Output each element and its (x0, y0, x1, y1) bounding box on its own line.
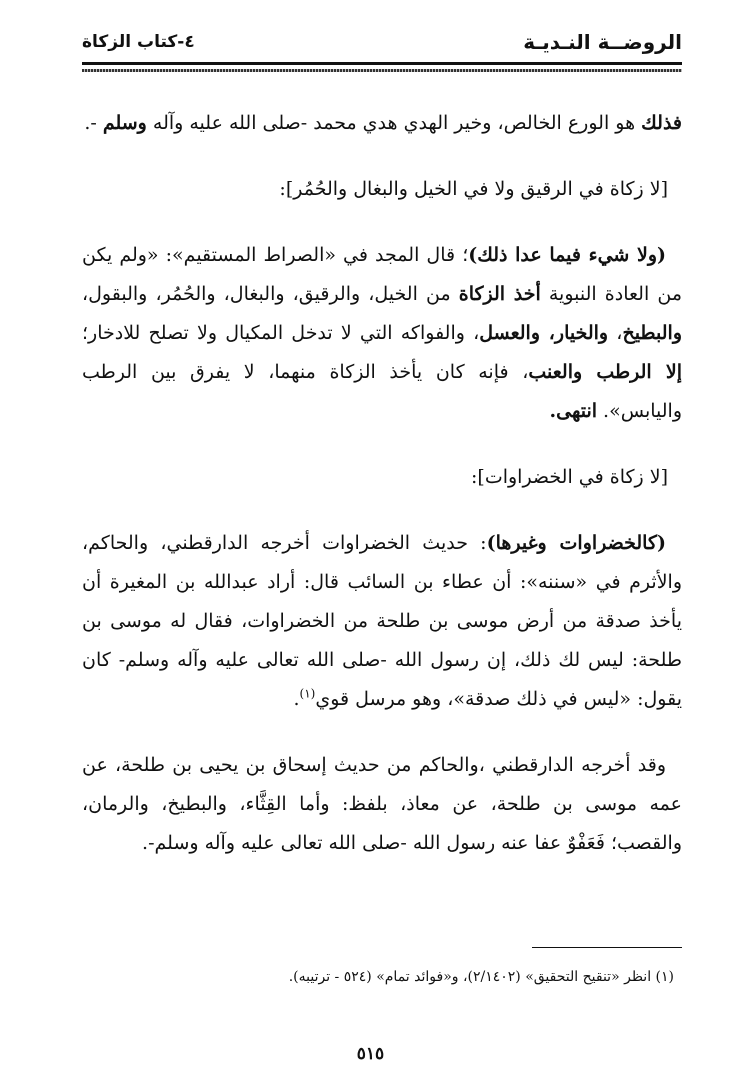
footnote: (١) انظر «تنقيح التحقيق» (٢/١٤٠٢)، و«فوائد تمام» (٥٢٤ - ترتيبه). (288, 969, 674, 985)
chapter-title: ٤-كتاب الزكاة (82, 32, 195, 52)
body-text: ؛ قال المجد في «الصراط المستقيم»: «ولم يكن من العادة النبوية (82, 244, 682, 305)
paragraph-2 (82, 236, 682, 431)
book-title: الروضــة النـديـة (523, 30, 682, 54)
bold-text: أخذ الزكاة (458, 283, 541, 305)
bold-text: فذلك (641, 112, 682, 134)
paragraph-1 (82, 104, 682, 143)
section-heading-1: [لا زكاة في الرقيق ولا في الخيل والبغال والحُمُر]: (279, 178, 668, 200)
body-text: -. (84, 112, 103, 134)
bold-text: والخيار، والعسل (479, 322, 609, 344)
bold-text: وسلم (102, 112, 147, 134)
footnote-separator (532, 947, 682, 948)
header-rule (82, 62, 682, 65)
body-text: ، (608, 322, 623, 344)
paragraph-3 (82, 524, 682, 719)
paragraph-4: وقد أخرجه الدارقطني ،والحاكم من حديث إسحاق بن يحيى بن طلحة، عن عمه موسى بن طلحة، عن معاذ، بلفظ: وأما القِثَّاء، والبطيخ، والرمان، والقصب؛ فَعَفْوٌ عفا عنه رسول الله -صلى الله تعالى عليه وآله وسلم-. (82, 754, 682, 854)
body-text: : حديث الخضراوات أخرجه الدارقطني، والحاكم، والأثرم في «سننه»: أن عطاء بن السائب قال: أراد عبدالله بن المغيرة أن يأخذ صدقة من أرض موسى بن طلحة من الخضراوات، فقال له موسى بن طلحة: ليس لك ذلك، إن رسول الله -صلى الله تعالى عليه وآله وسلم- كان يقول: «ليس في ذلك صدقة»، وهو مرسل قوي (82, 532, 682, 710)
body-text: من الخيل، والرقيق، والبغال، والحُمُر، والبقول، (82, 283, 459, 305)
body-text: . (293, 688, 300, 710)
footnote-ref[interactable]: (١) (299, 686, 316, 701)
header-rule-dotted (82, 69, 682, 72)
bold-text: والبطيخ (622, 322, 682, 344)
running-header (82, 26, 682, 60)
section-heading-2: [لا زكاة في الخضراوات]: (471, 466, 668, 488)
body-text: هو الورع الخالص، وخير الهدي هدي محمد -صلى الله عليه وآله (146, 112, 642, 134)
bold-text: (كالخضراوات وغيرها) (486, 532, 666, 554)
bold-text: إلا الرطب والعنب (528, 361, 682, 383)
page-number: ٥١٥ (356, 1044, 385, 1064)
body-text: ، والفواكه التي لا تدخل المكيال ولا تصلح للادخار؛ (82, 322, 480, 344)
bold-text: (ولا شيء فيما عدا ذلك) (468, 244, 666, 266)
body-text: ، فإنه كان يأخذ الزكاة منهما، لا يفرق بين الرطب واليابس». (82, 361, 682, 422)
bold-text: انتهى. (549, 400, 598, 422)
page-body (82, 104, 682, 890)
